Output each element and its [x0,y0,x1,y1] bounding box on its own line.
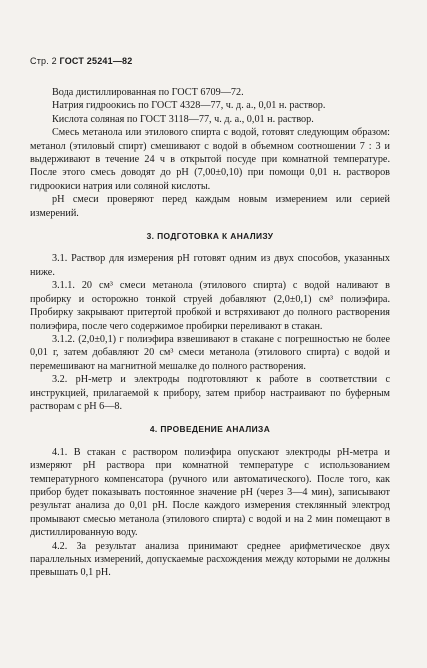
reagent-sodium-hydroxide: Натрия гидроокись по ГОСТ 4328—77, ч. д. а., 0,01 н. раствор. [52,100,326,112]
section-4-2: 4.2. За результат анализа принимают среднее арифметическое двух параллельных измерений, допускаемые расхождения между которыми не должны превышать 0,1 pH. [30,540,390,579]
section-4-1: 4.1. В стакан с раствором полиэфира опускают электроды pH-метра и измеряют pH раствора при комнатной температуре с использованием температурного компенсатора (ручного или автоматического). После того, как прибор будет показывать постоянное значение pH (через 3—4 мин), записывают результат анализа до 0,01 pH. После каждого измерения стеклянный электрод промывают смесью метанола (этилового спирта) с водой и на 2 мин помещают в дистиллированную воду. [30,446,390,539]
reagent-methanol-mixture: Смесь метанола или этилового спирта с водой, готовят следующим образом: метанол (этиловый спирт) смешивают с водой в объемном соотношении 7 : 3 и выдерживают в течение 24 ч в открытой посуде при комнатной температуре. После этого смесь доводят до pH (7,00±0,10) при помощи 0,01 н. растворов гидроокиси натрия или соляной кислоты. [30,127,390,192]
section-3-2: 3.2. pH-метр и электроды подготовляют к работе в соответствии с инструкцией, прилагаемой к прибору, затем прибор настраивают по буферным растворам с pH 6—8. [30,374,390,412]
document-body [30,86,390,580]
ph-check-note: pH смеси проверяют перед каждым новым измерением или серией измерений. [30,194,390,219]
reagent-water: Вода дистиллированная по ГОСТ 6709—72. [52,87,244,98]
section-4-heading: 4. ПРОВЕДЕНИЕ АНАЛИЗА [149,424,271,435]
section-3-1: 3.1. Раствор для измерения pH готовят одним из двух способов, указанных ниже. [30,253,390,278]
page-number-label: Стр. 2 [30,56,60,66]
section-3-1-2: 3.1.2. (2,0±0,1) г полиэфира взвешивают в стакане с погрешностью не более 0,01 г, затем добавляют 20 см³ смеси метанола (этилового спирта) с водой и перемешивают на магнитной мешалке до полного растворения. [30,333,390,372]
gost-reference: ГОСТ 25241—82 [59,56,133,66]
reagent-hydrochloric-acid: Кислота соляная по ГОСТ 3118—77, ч. д. а., 0,01 н. раствор. [52,113,314,125]
section-3-heading: 3. ПОДГОТОВКА К АНАЛИЗУ [146,231,274,242]
page-header [30,56,132,66]
section-3-1-1: 3.1.1. 20 см³ смеси метанола (этилового спирта) с водой наливают в пробирку и осторожно тонкой струей добавляют (2,0±0,1) см³ полиэфира. Пробирку закрывают притертой пробкой и встряхивают до полного растворения полиэфира, после чего содержимое пробирки переливают в стакан. [30,280,390,332]
